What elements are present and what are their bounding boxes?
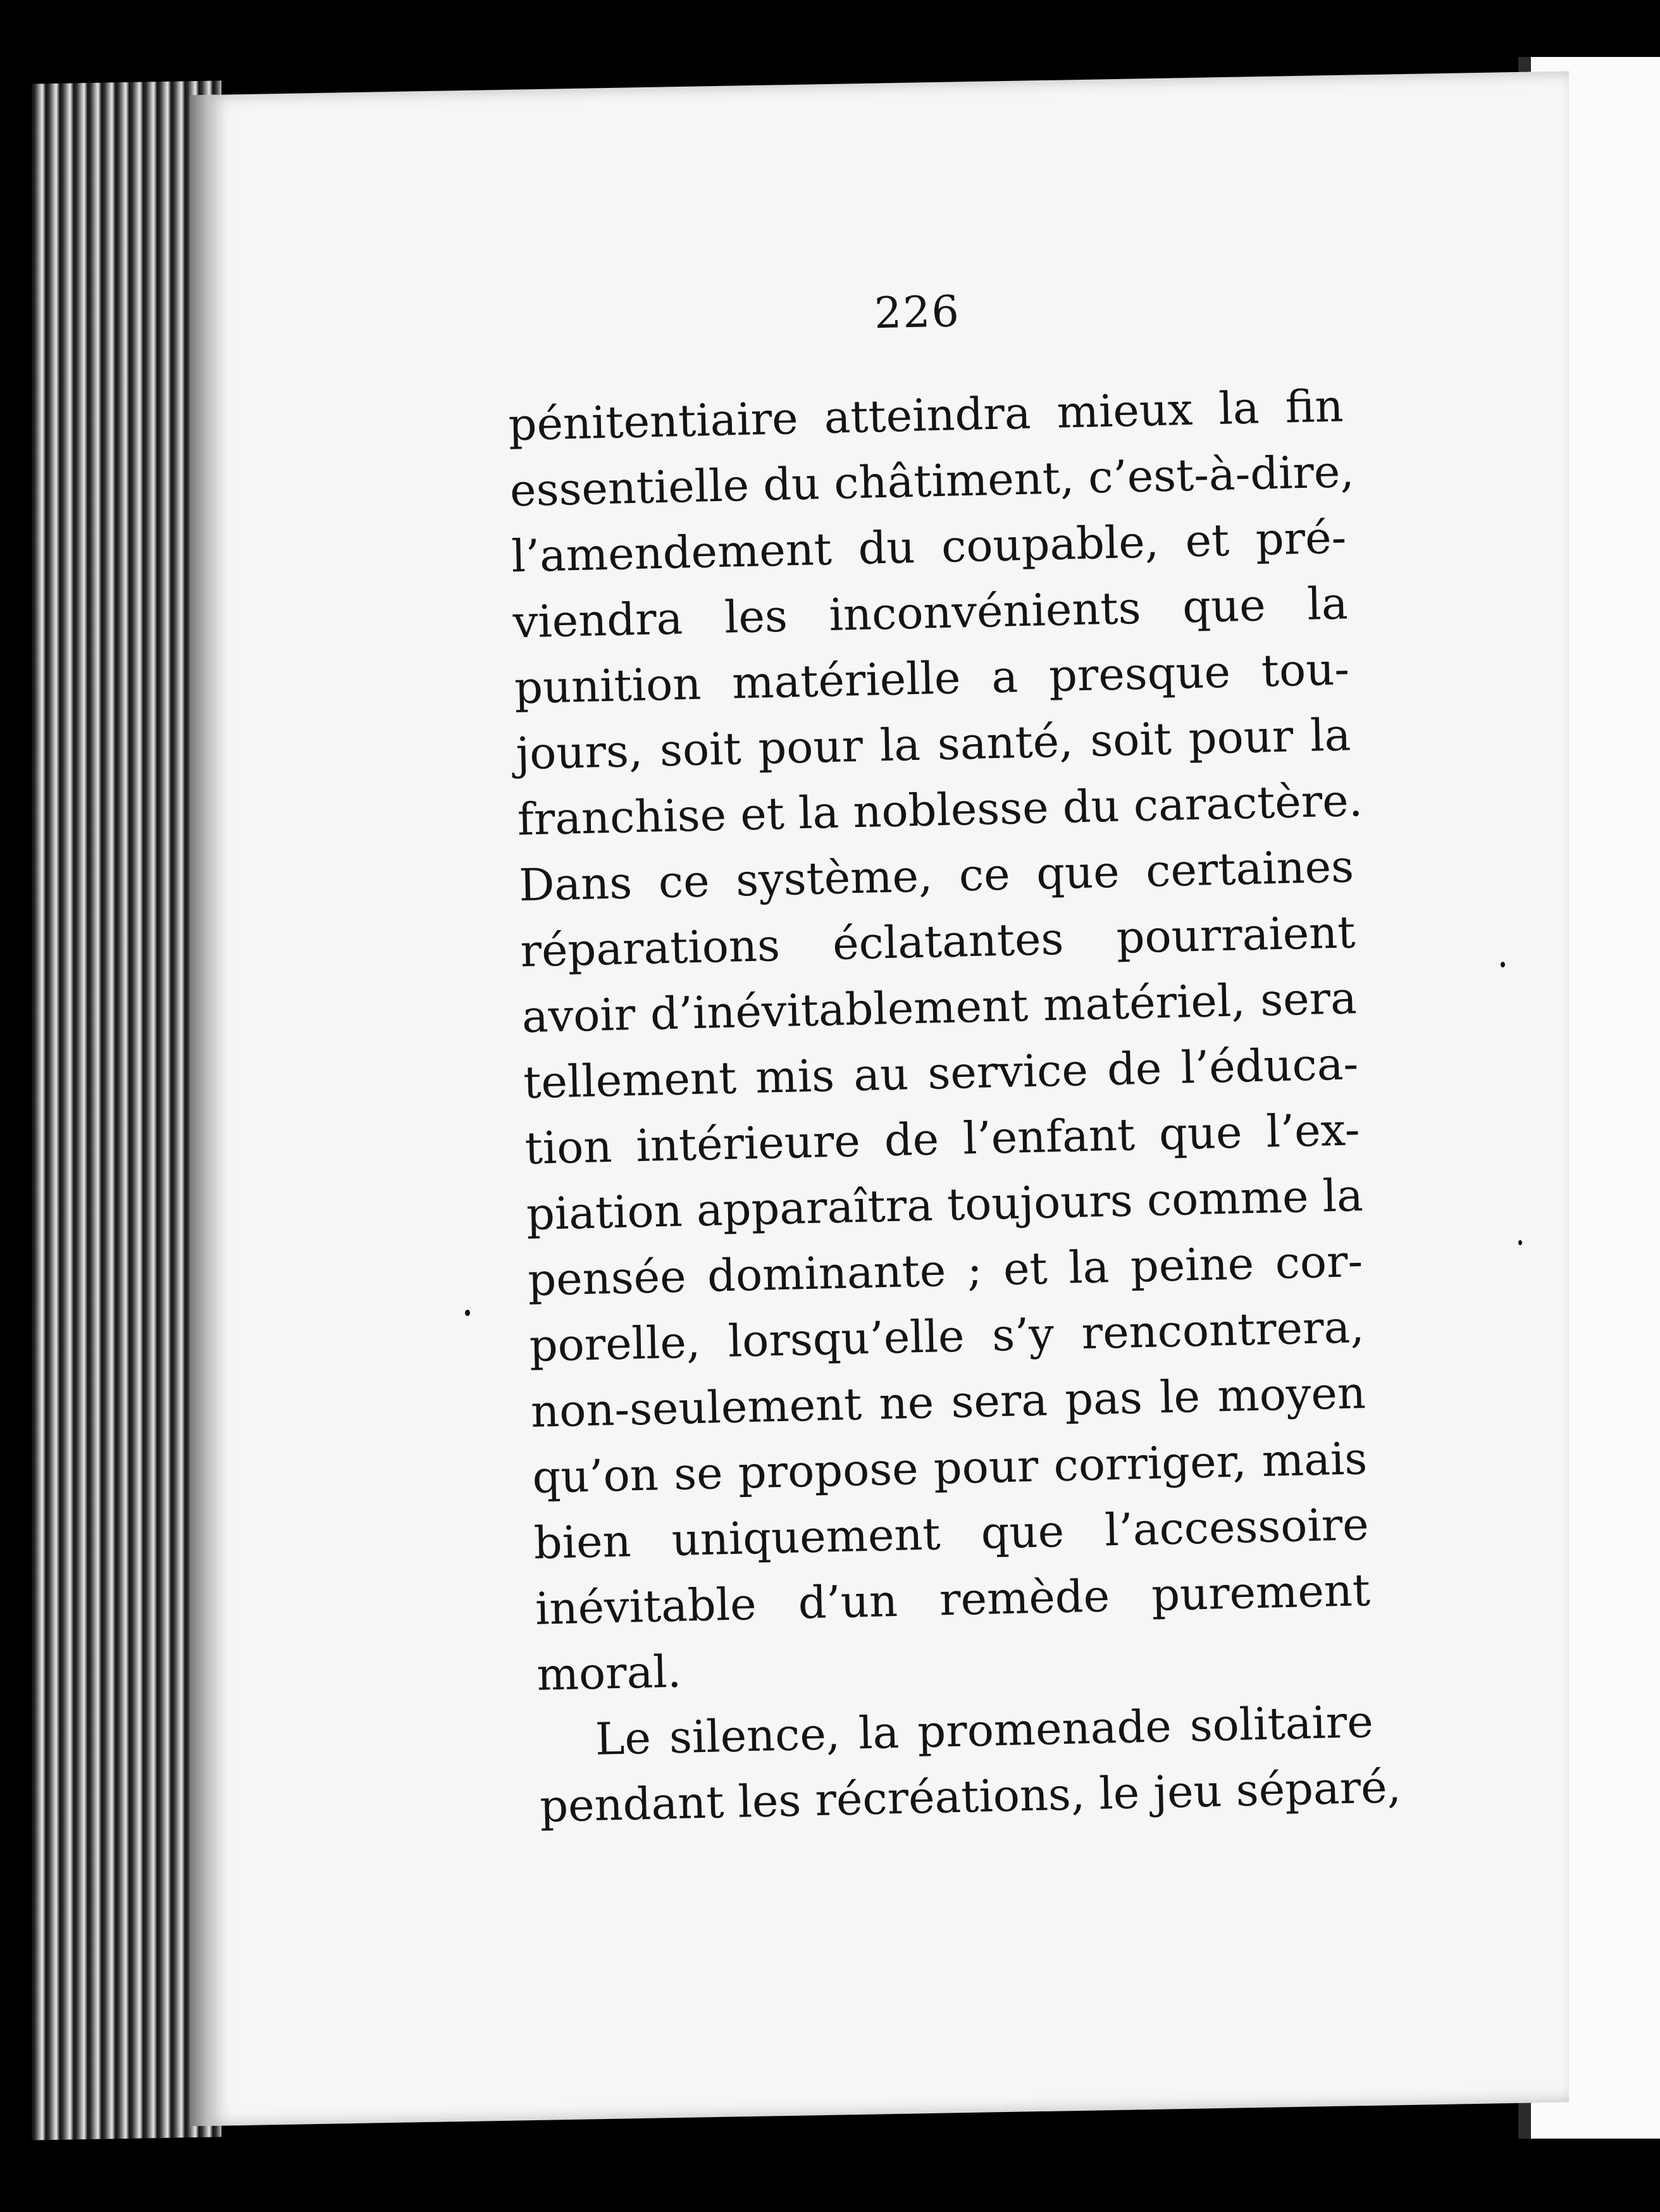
text-line: tellement mis au service de l’éduca- xyxy=(523,1038,1359,1109)
text-line: réparations éclatantes pourraient xyxy=(519,906,1356,978)
text-line: jours, soit pour la santé, soit pour la xyxy=(515,709,1352,780)
text-line: inévitable d’un remède purement xyxy=(535,1564,1371,1635)
text-line: tion intérieure de l’enfant que l’ex- xyxy=(524,1103,1361,1175)
text-line: punition matérielle a presque tou- xyxy=(514,643,1350,714)
text-line: qu’on se propose pour corriger, mais xyxy=(531,1432,1368,1503)
text-line: moral. xyxy=(536,1645,682,1701)
text-line: Dans ce système, ce que certaines xyxy=(518,840,1354,912)
page-number: 226 xyxy=(874,287,961,339)
text-line: porelle, lorsqu’elle s’y rencontrera, xyxy=(528,1301,1365,1372)
text-line: viendra les inconvénients que la xyxy=(512,577,1349,649)
text-line: l’amendement du coupable, et pré- xyxy=(511,511,1347,583)
body-text xyxy=(507,373,1402,1839)
text-line: pensée dominante ; et la peine cor- xyxy=(527,1235,1364,1307)
text-line: avoir d’inévitablement matériel, sera xyxy=(521,972,1358,1043)
text-line: bien uniquement que l’accessoire xyxy=(533,1498,1370,1569)
text-line: pénitentiaire atteindra mieux la fin xyxy=(507,380,1344,451)
text-line: non-seulement ne sera pas le moyen xyxy=(530,1367,1366,1438)
text-line: piation apparaîtra toujours comme la xyxy=(526,1169,1364,1241)
text-line: essentielle du châtiment, c’est-à-dire, xyxy=(509,445,1355,517)
text-line: franchise et la noblesse du caractère. xyxy=(516,774,1363,846)
paragraph-start-line: Le silence, la promenade solitaire xyxy=(595,1695,1374,1765)
text-line: pendant les récréations, le jeu séparé, xyxy=(539,1760,1402,1832)
